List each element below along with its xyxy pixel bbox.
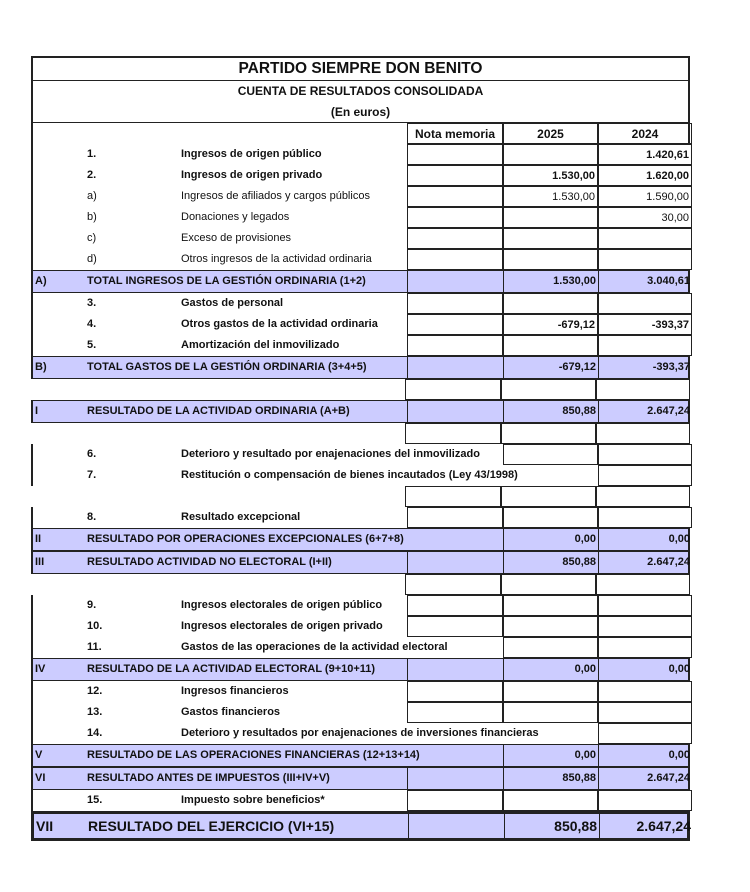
line-item-row <box>31 335 690 356</box>
statement-header <box>31 56 690 122</box>
column-header-row <box>31 122 690 144</box>
empty-cell <box>501 423 596 444</box>
note-cell <box>407 681 503 702</box>
value-2024: 2.647,24 <box>599 814 693 838</box>
table-body <box>31 144 690 841</box>
line-item-row <box>31 228 690 249</box>
spacer-row <box>31 574 690 595</box>
value-2024 <box>598 249 692 270</box>
value-2025 <box>503 595 598 616</box>
empty-cell <box>501 574 596 595</box>
value-2025 <box>503 249 598 270</box>
value-2025: 0,00 <box>503 659 598 680</box>
spacer-row <box>31 486 690 507</box>
currency-unit: (En euros) <box>330 105 391 119</box>
value-2024 <box>598 335 692 356</box>
note-cell <box>407 271 503 292</box>
value-2024: 3.040,61 <box>598 271 692 292</box>
row-code: 1. <box>87 148 97 160</box>
row-label: Ingresos de origen público <box>181 148 322 160</box>
value-2025: 1.530,00 <box>503 165 598 186</box>
value-2024: -393,37 <box>598 314 692 335</box>
value-2024 <box>598 293 692 314</box>
value-2025: -679,12 <box>503 357 598 378</box>
line-item-row <box>31 144 690 165</box>
row-label: RESULTADO DE LAS OPERACIONES FINANCIERAS (12+13+14) <box>87 749 420 761</box>
line-item-row <box>31 507 690 528</box>
row-label: Ingresos de afiliados y cargos públicos <box>181 190 370 202</box>
empty-cell <box>405 379 501 400</box>
value-2024: 0,00 <box>598 659 692 680</box>
row-code: 13. <box>87 706 103 718</box>
row-code: 10. <box>87 620 103 632</box>
empty-cell <box>596 379 690 400</box>
line-item-row <box>31 186 690 207</box>
note-cell <box>407 595 503 616</box>
row-label: RESULTADO ACTIVIDAD NO ELECTORAL (I+II) <box>87 556 332 568</box>
note-cell <box>407 790 503 811</box>
total-row <box>31 811 690 841</box>
value-2024: 30,00 <box>598 207 692 228</box>
row-code: c) <box>87 232 97 244</box>
party-name: PARTIDO SIEMPRE DON BENITO <box>33 58 688 81</box>
value-2024 <box>598 228 692 249</box>
line-item-row <box>31 165 690 186</box>
value-2024: 1.620,00 <box>598 165 692 186</box>
value-2025 <box>503 790 598 811</box>
line-item-row <box>31 465 690 486</box>
row-code: 7. <box>87 469 97 481</box>
total-row <box>31 356 690 379</box>
value-2024 <box>598 681 692 702</box>
row-code: V <box>35 749 43 761</box>
line-item-row <box>31 702 690 723</box>
total-row <box>31 658 690 681</box>
row-code: VII <box>36 818 54 834</box>
row-label: Donaciones y legados <box>181 211 290 223</box>
value-2025: 850,88 <box>504 814 599 838</box>
value-2024 <box>598 637 692 658</box>
income-statement <box>31 56 690 841</box>
note-cell <box>407 659 503 680</box>
value-2024: 0,00 <box>598 529 692 550</box>
row-label: TOTAL INGRESOS DE LA GESTIÓN ORDINARIA (1+2) <box>87 275 366 287</box>
note-cell <box>407 293 503 314</box>
row-code: b) <box>87 211 97 223</box>
col-2025: 2025 <box>503 123 598 144</box>
value-2024: 2.647,24 <box>598 552 692 573</box>
empty-cell <box>501 486 596 507</box>
value-2025 <box>503 616 598 637</box>
row-code: 15. <box>87 794 103 806</box>
note-cell <box>407 249 503 270</box>
row-label: TOTAL GASTOS DE LA GESTIÓN ORDINARIA (3+4+5) <box>87 361 367 373</box>
value-2025 <box>503 507 598 528</box>
note-cell <box>407 314 503 335</box>
value-2025: 0,00 <box>503 529 598 550</box>
note-cell <box>408 814 504 838</box>
row-code: A) <box>35 275 47 287</box>
note-cell <box>407 552 503 573</box>
row-code: I <box>35 405 39 417</box>
total-row <box>31 528 690 551</box>
row-label: Gastos de personal <box>181 297 284 309</box>
empty-cell <box>501 379 596 400</box>
row-label: Ingresos electorales de origen público <box>181 599 383 611</box>
col-2024: 2024 <box>598 123 692 144</box>
value-2024: 0,00 <box>598 745 692 766</box>
total-row <box>31 744 690 767</box>
total-row <box>31 551 690 574</box>
value-2025 <box>503 144 598 165</box>
row-label: RESULTADO DE LA ACTIVIDAD ORDINARIA (A+B) <box>87 405 350 417</box>
row-label: RESULTADO DE LA ACTIVIDAD ELECTORAL (9+10+11) <box>87 663 376 675</box>
note-cell <box>407 702 503 723</box>
col-nota-memoria: Nota memoria <box>407 123 503 144</box>
line-item-row <box>31 790 690 811</box>
row-code: B) <box>35 361 47 373</box>
statement-title: CUENTA DE RESULTADOS CONSOLIDADA <box>237 84 484 98</box>
value-2024: 1.420,61 <box>598 144 692 165</box>
value-2025: 1.530,00 <box>503 271 598 292</box>
empty-cell <box>405 486 501 507</box>
row-label: Ingresos financieros <box>181 685 289 697</box>
row-label: RESULTADO DEL EJERCICIO (VI+15) <box>88 818 335 834</box>
value-2024: 2.647,24 <box>598 401 692 422</box>
value-2024 <box>598 465 692 486</box>
value-2025 <box>503 207 598 228</box>
value-2025 <box>503 293 598 314</box>
empty-cell <box>405 574 501 595</box>
value-2024: -393,37 <box>598 357 692 378</box>
value-2025: 0,00 <box>503 745 598 766</box>
line-item-row <box>31 616 690 637</box>
value-2025 <box>503 444 598 465</box>
empty-cell <box>596 486 690 507</box>
row-label: Gastos financieros <box>181 706 281 718</box>
line-item-row <box>31 444 690 465</box>
line-item-row <box>31 207 690 228</box>
value-2024 <box>598 507 692 528</box>
note-cell <box>407 207 503 228</box>
line-item-row <box>31 681 690 702</box>
value-2025 <box>503 702 598 723</box>
line-item-row <box>31 723 690 744</box>
note-cell <box>407 144 503 165</box>
note-cell <box>407 186 503 207</box>
value-2024: 1.590,00 <box>598 186 692 207</box>
note-cell <box>407 768 503 789</box>
row-code: 9. <box>87 599 97 611</box>
note-cell <box>407 616 503 637</box>
note-cell <box>407 165 503 186</box>
value-2024 <box>598 595 692 616</box>
line-item-row <box>31 595 690 616</box>
row-label: Deterioro y resultados por enajenaciones de inversiones financieras <box>181 727 539 739</box>
row-code: IV <box>35 663 46 675</box>
value-2025 <box>503 637 598 658</box>
row-code: 5. <box>87 339 97 351</box>
total-row <box>31 400 690 423</box>
value-2025: 1.530,00 <box>503 186 598 207</box>
row-label: Ingresos de origen privado <box>181 169 323 181</box>
row-label: Ingresos electorales de origen privado <box>181 620 383 632</box>
row-code: 2. <box>87 169 97 181</box>
row-label: Deterioro y resultado por enajenaciones del inmovilizado <box>181 448 480 460</box>
row-code: II <box>35 533 42 545</box>
row-code: 3. <box>87 297 97 309</box>
value-2024 <box>598 616 692 637</box>
row-code: 12. <box>87 685 103 697</box>
value-2024 <box>598 444 692 465</box>
row-code: VI <box>35 772 46 784</box>
line-item-row <box>31 314 690 335</box>
row-code: d) <box>87 253 97 265</box>
line-item-row <box>31 293 690 314</box>
empty-cell <box>596 574 690 595</box>
row-code: 6. <box>87 448 97 460</box>
value-2024 <box>598 723 692 744</box>
value-2025: 850,88 <box>503 768 598 789</box>
line-item-row <box>31 249 690 270</box>
value-2024 <box>598 790 692 811</box>
note-cell <box>407 401 503 422</box>
note-cell <box>407 228 503 249</box>
row-label: Otros gastos de la actividad ordinaria <box>181 318 378 330</box>
note-cell <box>407 335 503 356</box>
value-2025: 850,88 <box>503 401 598 422</box>
row-label: Otros ingresos de la actividad ordinaria <box>181 253 372 265</box>
row-label: RESULTADO ANTES DE IMPUESTOS (III+IV+V) <box>87 772 330 784</box>
row-code: 14. <box>87 727 103 739</box>
row-code: 11. <box>87 641 102 653</box>
row-label: Amortización del inmovilizado <box>181 339 340 351</box>
line-item-row <box>31 637 690 658</box>
row-label: Restitución o compensación de bienes incautados (Ley 43/1998) <box>181 469 518 481</box>
row-code: 4. <box>87 318 97 330</box>
row-label: Gastos de las operaciones de la actividad electoral <box>181 641 448 653</box>
total-row <box>31 270 690 293</box>
row-code: 8. <box>87 511 97 523</box>
value-2025 <box>503 228 598 249</box>
row-label: Impuesto sobre beneficios* <box>181 794 325 806</box>
note-cell <box>407 357 503 378</box>
note-cell <box>407 507 503 528</box>
empty-cell <box>596 423 690 444</box>
row-code: a) <box>87 190 97 202</box>
value-2025: 850,88 <box>503 552 598 573</box>
row-label: Resultado excepcional <box>181 511 301 523</box>
row-code: III <box>35 556 45 568</box>
value-2025: -679,12 <box>503 314 598 335</box>
row-label: Exceso de provisiones <box>181 232 292 244</box>
row-label: RESULTADO POR OPERACIONES EXCEPCIONALES (6+7+8) <box>87 533 404 545</box>
value-2024: 2.647,24 <box>598 768 692 789</box>
value-2025 <box>503 681 598 702</box>
value-2024 <box>598 702 692 723</box>
value-2025 <box>503 335 598 356</box>
spacer-row <box>31 379 690 400</box>
empty-cell <box>405 423 501 444</box>
spacer-row <box>31 423 690 444</box>
total-row <box>31 767 690 790</box>
